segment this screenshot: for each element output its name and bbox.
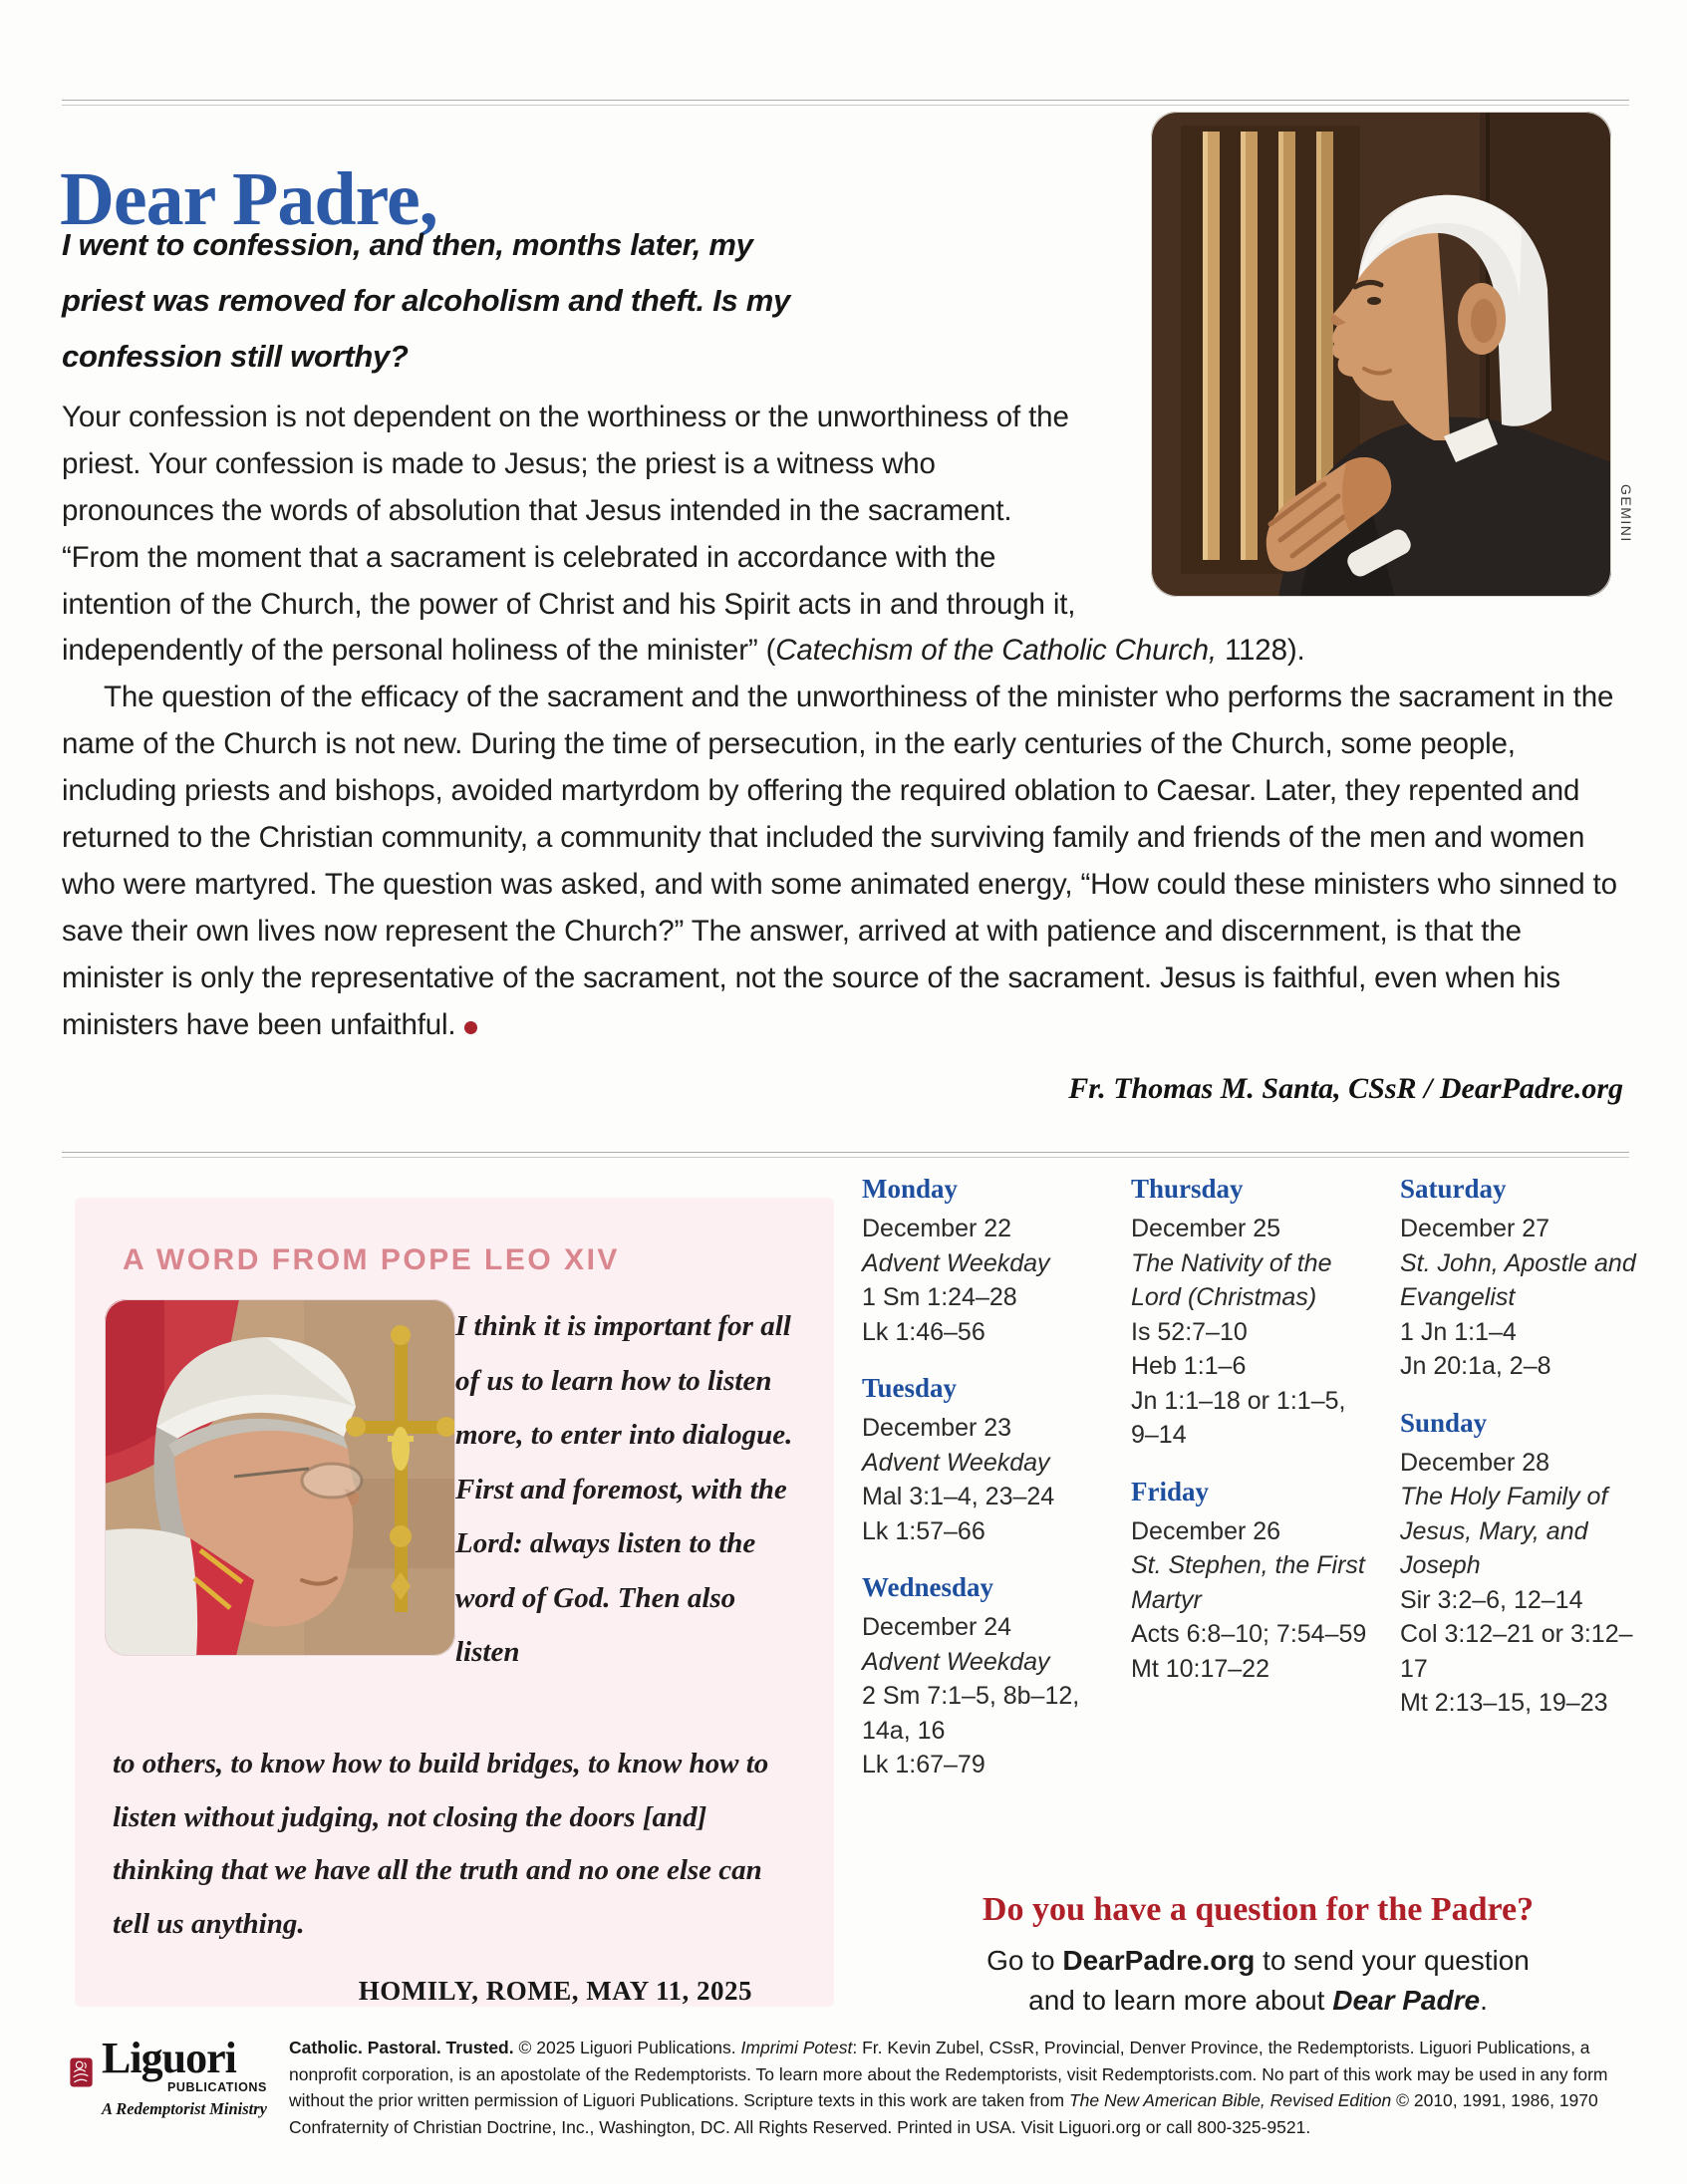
top-divider (62, 100, 1629, 106)
pope-word-box (75, 1198, 834, 2007)
liguori-logo (70, 2033, 267, 2119)
day-reading: Lk 1:57–66 (862, 1516, 985, 1545)
para1-end: 1128). (1216, 634, 1305, 668)
cta-text: and to learn more about (1028, 1984, 1333, 2016)
cta-text: Go to (986, 1945, 1063, 1976)
question-text: I went to confession, and then, months later, my priest was removed for alcoholism and theft. Is my confession still worthy? (62, 227, 790, 374)
day-reading: Sir 3:2–6, 12–14 (1400, 1585, 1583, 1614)
day-reading: Mal 3:1–4, 23–24 (862, 1483, 1055, 1510)
day-feast: The Nativity of the Lord (Christmas) (1131, 1248, 1332, 1311)
pope-photo (105, 1299, 455, 1738)
day-reading: Mt 2:13–15, 19–23 (1400, 1689, 1608, 1717)
day-date: December 23 (862, 1414, 1012, 1442)
fineprint-bible-title: The New American Bible, Revised Edition (1068, 2090, 1392, 2111)
calendar-day-sunday (1400, 1408, 1649, 1721)
cta-heading: Do you have a question for the Padre? (982, 1891, 1535, 1928)
day-feast: Advent Weekday (862, 1647, 1050, 1676)
day-name: Thursday (1131, 1174, 1244, 1204)
cta-line-1 (862, 1941, 1654, 2021)
quote-source: HOMILY, ROME, MAY 11, 2025 (358, 1975, 752, 2006)
day-reading: Jn 20:1a, 2–8 (1400, 1352, 1551, 1380)
day-reading: Lk 1:67–79 (862, 1751, 985, 1778)
day-date: December 24 (862, 1613, 1012, 1641)
para1-text: Your confession is not dependent on the worthiness or the unworthiness of the priest. Your confession is made to Jesus; the priest is a witness who pronounces the words of absolution that Jesus intended in the sacrament. “From the moment that a sacrament is celebrated in accordance with the intention of the Church, the power of Christ and his Spirit acts in and through it, independently of the personal holiness of the minister” ( (62, 401, 1076, 668)
calendar-day-thursday (1131, 1174, 1380, 1453)
author-attribution: Fr. Thomas M. Santa, CSsR / DearPadre.org (1068, 1072, 1623, 1105)
day-name: Monday (862, 1174, 959, 1204)
calendar-day-monday (862, 1174, 1111, 1349)
day-reading: 1 Sm 1:24–28 (862, 1283, 1017, 1311)
day-name: Friday (1131, 1476, 1209, 1506)
day-date: December 26 (1131, 1516, 1281, 1545)
day-reading: 1 Jn 1:1–4 (1400, 1317, 1517, 1346)
day-feast: Advent Weekday (862, 1448, 1050, 1477)
day-reading: Heb 1:1–6 (1131, 1352, 1247, 1380)
day-reading: Jn 1:1–18 or 1:1–5, 9–14 (1131, 1386, 1346, 1449)
day-reading: Acts 6:8–10; 7:54–59 (1131, 1620, 1367, 1648)
calendar-column-3 (1400, 1174, 1649, 1806)
day-name: Saturday (1400, 1174, 1507, 1204)
day-reading: Is 52:7–10 (1131, 1317, 1248, 1346)
day-reading: Col 3:12–21 or 3:12–17 (1400, 1620, 1633, 1683)
cta-text: . (1480, 1984, 1488, 2016)
day-reading: Mt 10:17–22 (1131, 1654, 1269, 1683)
catechism-citation: Catechism of the Catholic Church, (775, 634, 1217, 668)
pope-box-title: A WORD FROM POPE LEO XIV (123, 1243, 620, 1276)
day-date: December 25 (1131, 1215, 1281, 1242)
section-divider (62, 1152, 1629, 1158)
calendar-day-tuesday (862, 1373, 1111, 1548)
day-name: Sunday (1400, 1407, 1488, 1438)
end-of-article-dot (464, 1021, 477, 1034)
fineprint-motto: Catholic. Pastoral. Trusted. (289, 2038, 519, 2057)
day-reading: 2 Sm 7:1–5, 8b–12, 14a, 16 (862, 1682, 1080, 1745)
day-date: December 27 (1400, 1215, 1550, 1242)
day-date: December 28 (1400, 1448, 1550, 1477)
pope-leo-photo (105, 1299, 455, 1656)
article-body (62, 395, 1628, 1048)
calendar-day-friday (1131, 1477, 1380, 1687)
page-title: Dear Padre, (60, 156, 437, 241)
fineprint-text: © 2025 Liguori Publications. (518, 2038, 741, 2057)
day-feast: The Holy Family of Jesus, Mary, and Joseph (1400, 1483, 1608, 1579)
liguori-emblem-icon (70, 2033, 93, 2112)
image-credit: GEMINI (1618, 484, 1634, 543)
pope-quote-part2: to others, to know how to build bridges, to know how to listen without judging, not closing the doors [and] thinking that we have all the truth and no one else can tell us anything. (113, 1748, 769, 1940)
day-name: Tuesday (862, 1373, 958, 1403)
fineprint-text: © 2010, 1991, 1986, 1970 Confraternity of Christian Doctrine, Inc., Washington, DC. All Rights Reserved. Printed in USA. Visit Liguori.org or call 800-325-9521. (289, 2090, 1598, 2137)
publisher-footer (70, 2033, 1636, 2140)
liturgical-calendar (862, 1174, 1659, 1806)
liguori-logotype (102, 2033, 267, 2119)
day-feast: Advent Weekday (862, 1248, 1050, 1277)
day-date: December 22 (862, 1215, 1012, 1242)
day-name: Wednesday (862, 1572, 994, 1602)
dearpadre-org-link: DearPadre.org (1062, 1945, 1256, 1976)
calendar-day-saturday (1400, 1174, 1649, 1384)
question-cta (862, 1891, 1654, 2021)
fineprint-text: : Fr. Kevin Zubel, CSsR, Provincial, Denver Province, the Redemptorists. Liguori Publications, a nonprofit corporation, is an apostolate of the Redemptorists. To learn more about the Redemptorists, visit Redemptorists.com. No part of this work may be used in any form without the prior written permission of Liguori Publications. Scripture texts in this work are taken from (289, 2038, 1608, 2111)
legal-fineprint (289, 2033, 1636, 2140)
logo-name: Liguori (102, 2034, 236, 2082)
calendar-day-wednesday (862, 1572, 1111, 1782)
day-reading: Lk 1:46–56 (862, 1317, 985, 1346)
logo-tagline: A Redemptorist Ministry (102, 2098, 267, 2118)
calendar-column-1 (862, 1174, 1111, 1806)
pope-quote-part1: I think it is important for all of us to learn how to listen more, to enter into dialogue. First and foremost, with the Lord: always listen to the word of God. Then also listen (455, 1310, 793, 1669)
para2-text: The question of the efficacy of the sacrament and the unworthiness of the minister who performs the sacrament in the name of the Church is not new. During the time of persecution, in the early centuries of the Church, some people, including priests and bishops, avoided martyrdom by offering the required oblation to Caesar. Later, they repented and returned to the Christian community, a community that included the surviving family and friends of the men and women who were martyred. The question was asked, and with some animated energy, “How could these ministers who sinned to save their own lives now represent the Church?” The answer, arrived at with patience and discernment, is that the minister is only the representative of the sacrament, not the source of the sacrament. Jesus is faithful, even when his ministers have been unfaithful. (62, 681, 1617, 1041)
cta-text: to send your question (1255, 1945, 1530, 1976)
image-wrap-spacer (1085, 395, 1628, 609)
pope-box-content (105, 1299, 798, 2007)
logo-subtitle: PUBLICATIONS (166, 2079, 267, 2094)
dear-padre-name: Dear Padre (1332, 1984, 1481, 2016)
day-feast: St. John, Apostle and Evangelist (1400, 1248, 1636, 1311)
day-feast: St. Stephen, the First Martyr (1131, 1551, 1365, 1614)
fineprint-imprimi: Imprimi Potest (740, 2038, 853, 2057)
calendar-column-2 (1131, 1174, 1380, 1806)
article-paragraph-2 (62, 675, 1628, 1048)
